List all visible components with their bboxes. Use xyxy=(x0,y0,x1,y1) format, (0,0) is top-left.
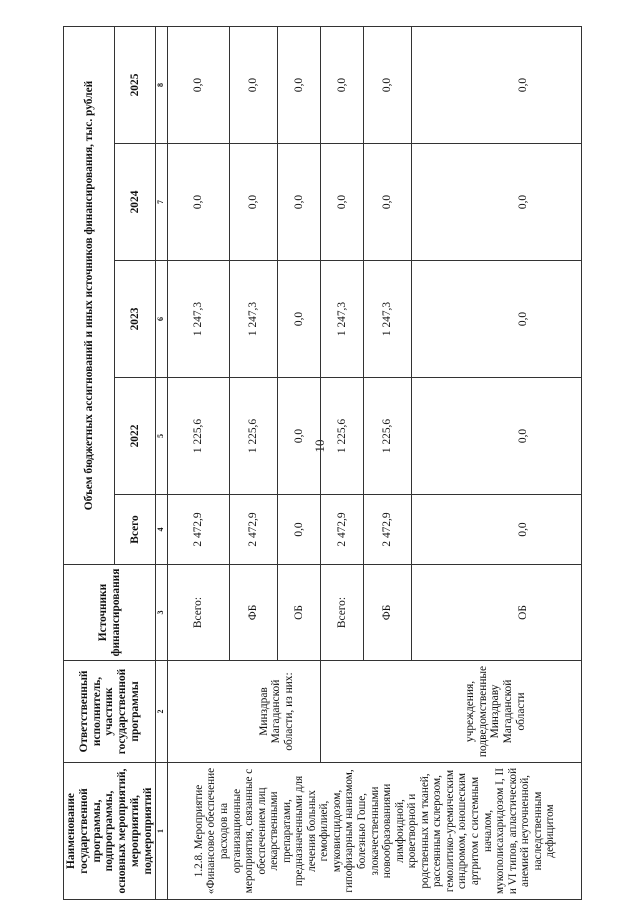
value-total: 2 472,9 xyxy=(230,495,278,565)
value-2024: 0,0 xyxy=(412,144,582,261)
value-2024: 0,0 xyxy=(168,144,230,261)
header-total: Всего xyxy=(115,495,156,565)
value-2022: 0,0 xyxy=(412,378,582,495)
value-2023: 1 247,3 xyxy=(364,261,412,378)
source-cell: ФБ xyxy=(364,565,412,661)
executor-ministry: Минздрав Магаданской области, из них: xyxy=(168,661,321,763)
value-total: 0,0 xyxy=(278,495,321,565)
value-2023: 0,0 xyxy=(278,261,321,378)
value-2025: 0,0 xyxy=(321,27,364,144)
budget-table xyxy=(63,26,582,900)
header-name: Наименование государственной программы, подпрограммы, основных мероприятий, мероприятий, подмероприятий xyxy=(64,763,156,900)
index-cell: 3 xyxy=(156,565,168,661)
value-2024: 0,0 xyxy=(364,144,412,261)
header-executor: Ответственный исполнитель, участник государственной программы xyxy=(64,661,156,763)
value-2025: 0,0 xyxy=(168,27,230,144)
value-total: 2 472,9 xyxy=(321,495,364,565)
header-source: Источники финансирования xyxy=(64,565,156,661)
value-2022: 0,0 xyxy=(278,378,321,495)
index-cell: 4 xyxy=(156,495,168,565)
index-cell: 1 xyxy=(156,763,168,900)
header-year-2025: 2025 xyxy=(115,27,156,144)
source-cell: Всего: xyxy=(321,565,364,661)
index-cell: 2 xyxy=(156,661,168,763)
source-cell: ОБ xyxy=(412,565,582,661)
source-cell: ОБ xyxy=(278,565,321,661)
index-cell: 7 xyxy=(156,144,168,261)
index-cell: 6 xyxy=(156,261,168,378)
value-2022: 1 225,6 xyxy=(364,378,412,495)
value-2023: 1 247,3 xyxy=(321,261,364,378)
value-2023: 0,0 xyxy=(412,261,582,378)
index-row xyxy=(156,27,168,900)
value-2024: 0,0 xyxy=(278,144,321,261)
value-2025: 0,0 xyxy=(412,27,582,144)
table-row xyxy=(168,27,230,900)
value-2022: 1 225,6 xyxy=(230,378,278,495)
value-2024: 0,0 xyxy=(230,144,278,261)
value-2023: 1 247,3 xyxy=(168,261,230,378)
value-2023: 1 247,3 xyxy=(230,261,278,378)
page-number: 10 xyxy=(312,439,327,453)
source-cell: ФБ xyxy=(230,565,278,661)
value-2025: 0,0 xyxy=(230,27,278,144)
source-cell: Всего: xyxy=(168,565,230,661)
value-2025: 0,0 xyxy=(364,27,412,144)
index-cell: 8 xyxy=(156,27,168,144)
activity-name: 1.2.8. Мероприятие «Финансовое обеспечение расходов на организационные мероприятия, связанные с обеспечением лиц лекарственными препаратами, предназначенными для лечения больных гемофилией, муковисцидозом, гипофизарным нанизмом, болезнью Гоше, злокачественными новообразованиями лимфоидной, кроветворной и родственных им тканей, рассеянным склерозом, гемолитико-уремическим синдромом, юношеским артритом с системным началом, мукополисахаридозом I, II и VI типов, апластической анемией неуточненной, наследственным дефицитом xyxy=(168,763,582,900)
executor-institutions: учреждения, подведомственные Минздраву Магаданской области xyxy=(321,661,582,763)
value-2025: 0,0 xyxy=(278,27,321,144)
rotated-table-container xyxy=(63,27,579,900)
value-2024: 0,0 xyxy=(321,144,364,261)
header-year-2022: 2022 xyxy=(115,378,156,495)
index-cell: 5 xyxy=(156,378,168,495)
header-year-2023: 2023 xyxy=(115,261,156,378)
value-2022: 1 225,6 xyxy=(321,378,364,495)
header-volume: Объем бюджетных ассигнований и иных источников финансирования, тыс. рублей xyxy=(64,27,115,565)
header-row-1 xyxy=(64,27,115,900)
value-2022: 1 225,6 xyxy=(168,378,230,495)
header-year-2024: 2024 xyxy=(115,144,156,261)
value-total: 2 472,9 xyxy=(364,495,412,565)
value-total: 2 472,9 xyxy=(168,495,230,565)
value-total: 0,0 xyxy=(412,495,582,565)
